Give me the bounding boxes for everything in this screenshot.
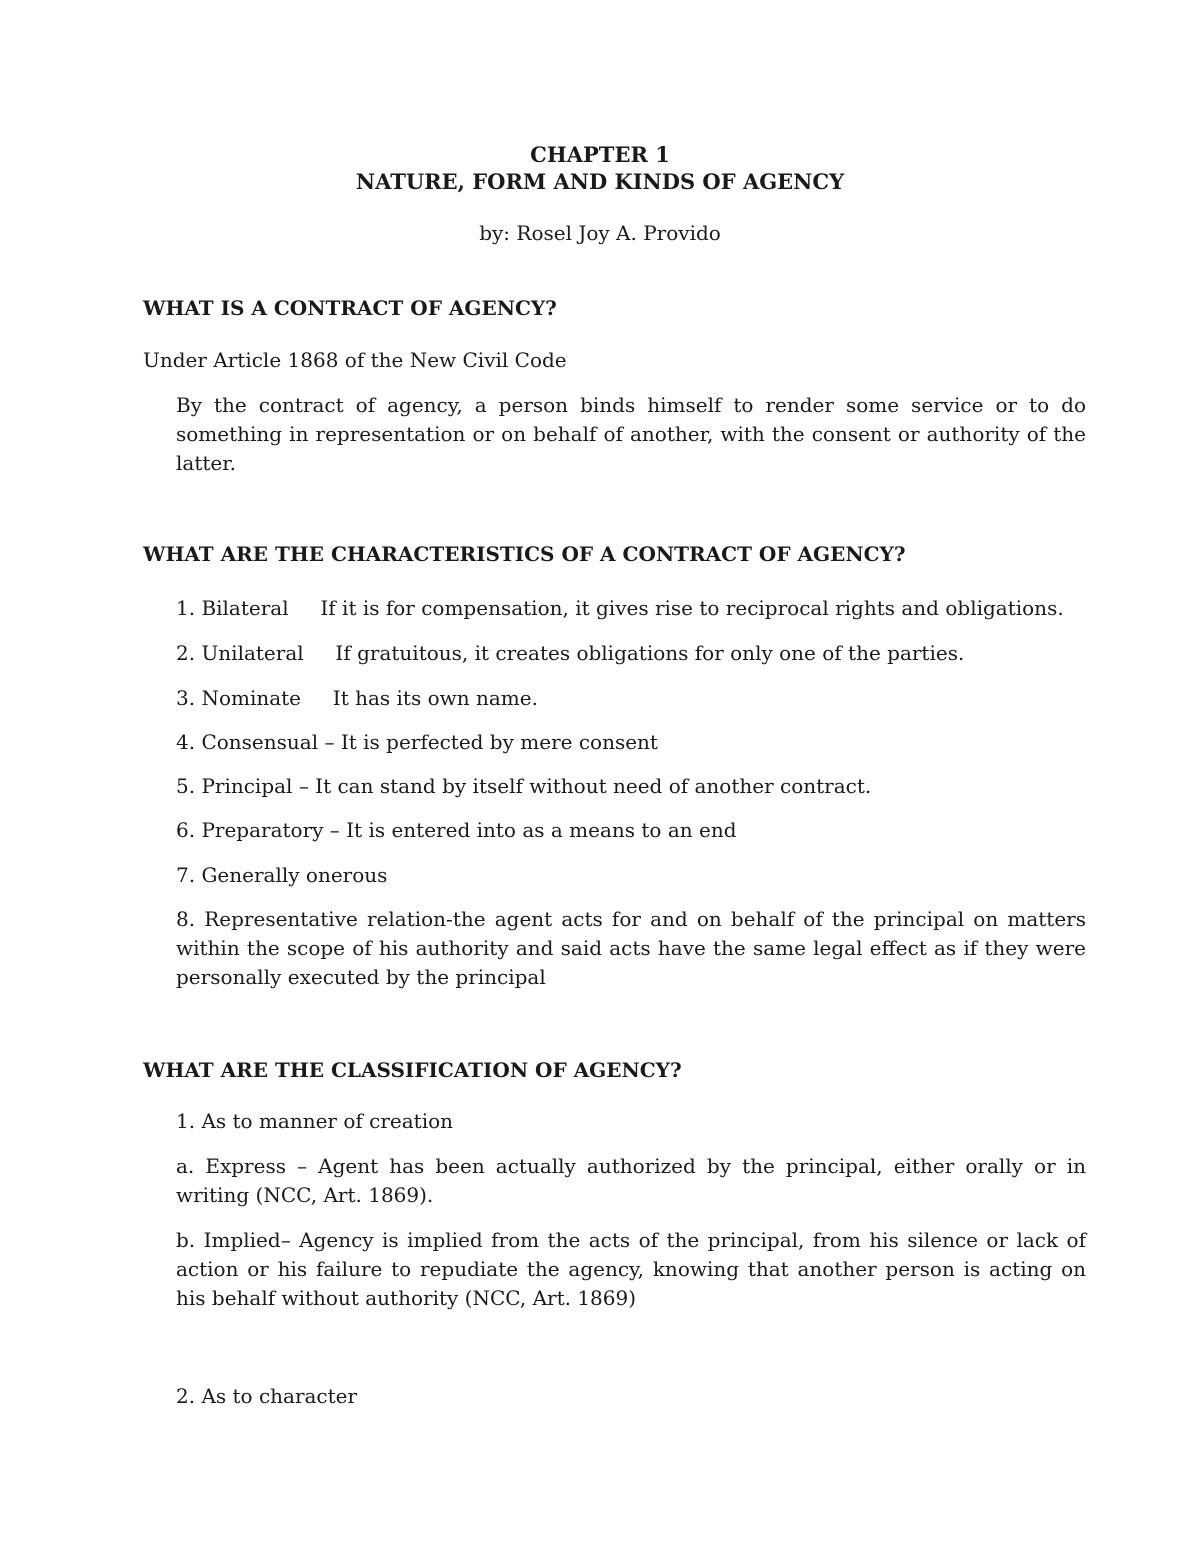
article-reference: Under Article 1868 of the New Civil Code: [143, 348, 567, 372]
classification-item-a: a. Express – Agent has been actually authorized by the principal, either orally or in writing (NCC, Art. 1869).: [176, 1154, 1086, 1207]
classification-sub-1: 1. As to manner of creation: [176, 1109, 454, 1133]
characteristic-item-3: 3. Nominate It has its own name.: [176, 686, 538, 710]
article-quote: By the contract of agency, a person binds himself to render some service or to do something in representation or on behalf of another, with the consent or authority of the latter.: [176, 393, 1086, 475]
section-heading-characteristics: WHAT ARE THE CHARACTERISTICS OF A CONTRACT OF AGENCY?: [143, 542, 906, 566]
classification-sub-2: 2. As to character: [176, 1384, 358, 1408]
characteristic-item-1: 1. Bilateral If it is for compensation, it gives rise to reciprocal rights and obligations.: [176, 596, 1064, 620]
chapter-number: CHAPTER 1: [530, 142, 670, 167]
characteristic-item-5: 5. Principal – It can stand by itself without need of another contract.: [176, 774, 872, 798]
section-heading-contract: WHAT IS A CONTRACT OF AGENCY?: [143, 296, 557, 320]
section-heading-classification: WHAT ARE THE CLASSIFICATION OF AGENCY?: [143, 1058, 682, 1082]
characteristic-item-7: 7. Generally onerous: [176, 863, 388, 887]
chapter-title: NATURE, FORM AND KINDS OF AGENCY: [355, 169, 845, 194]
characteristic-item-2: 2. Unilateral If gratuitous, it creates obligations for only one of the parties.: [176, 641, 965, 665]
characteristic-item-4: 4. Consensual – It is perfected by mere consent: [176, 730, 658, 754]
classification-item-b: b. Implied– Agency is implied from the acts of the principal, from his silence or lack of action or his failure to repudiate the agency, knowing that another person is acting on his behalf without authority (NCC, Art. 1869): [176, 1228, 1086, 1310]
characteristic-item-6: 6. Preparatory – It is entered into as a means to an end: [176, 818, 737, 842]
author-line: by: Rosel Joy A. Provido: [479, 221, 721, 245]
characteristic-item-8: 8. Representative relation-the agent acts for and on behalf of the principal on matters within the scope of his authority and said acts have the same legal effect as if they were personally executed by the principal: [176, 907, 1086, 989]
